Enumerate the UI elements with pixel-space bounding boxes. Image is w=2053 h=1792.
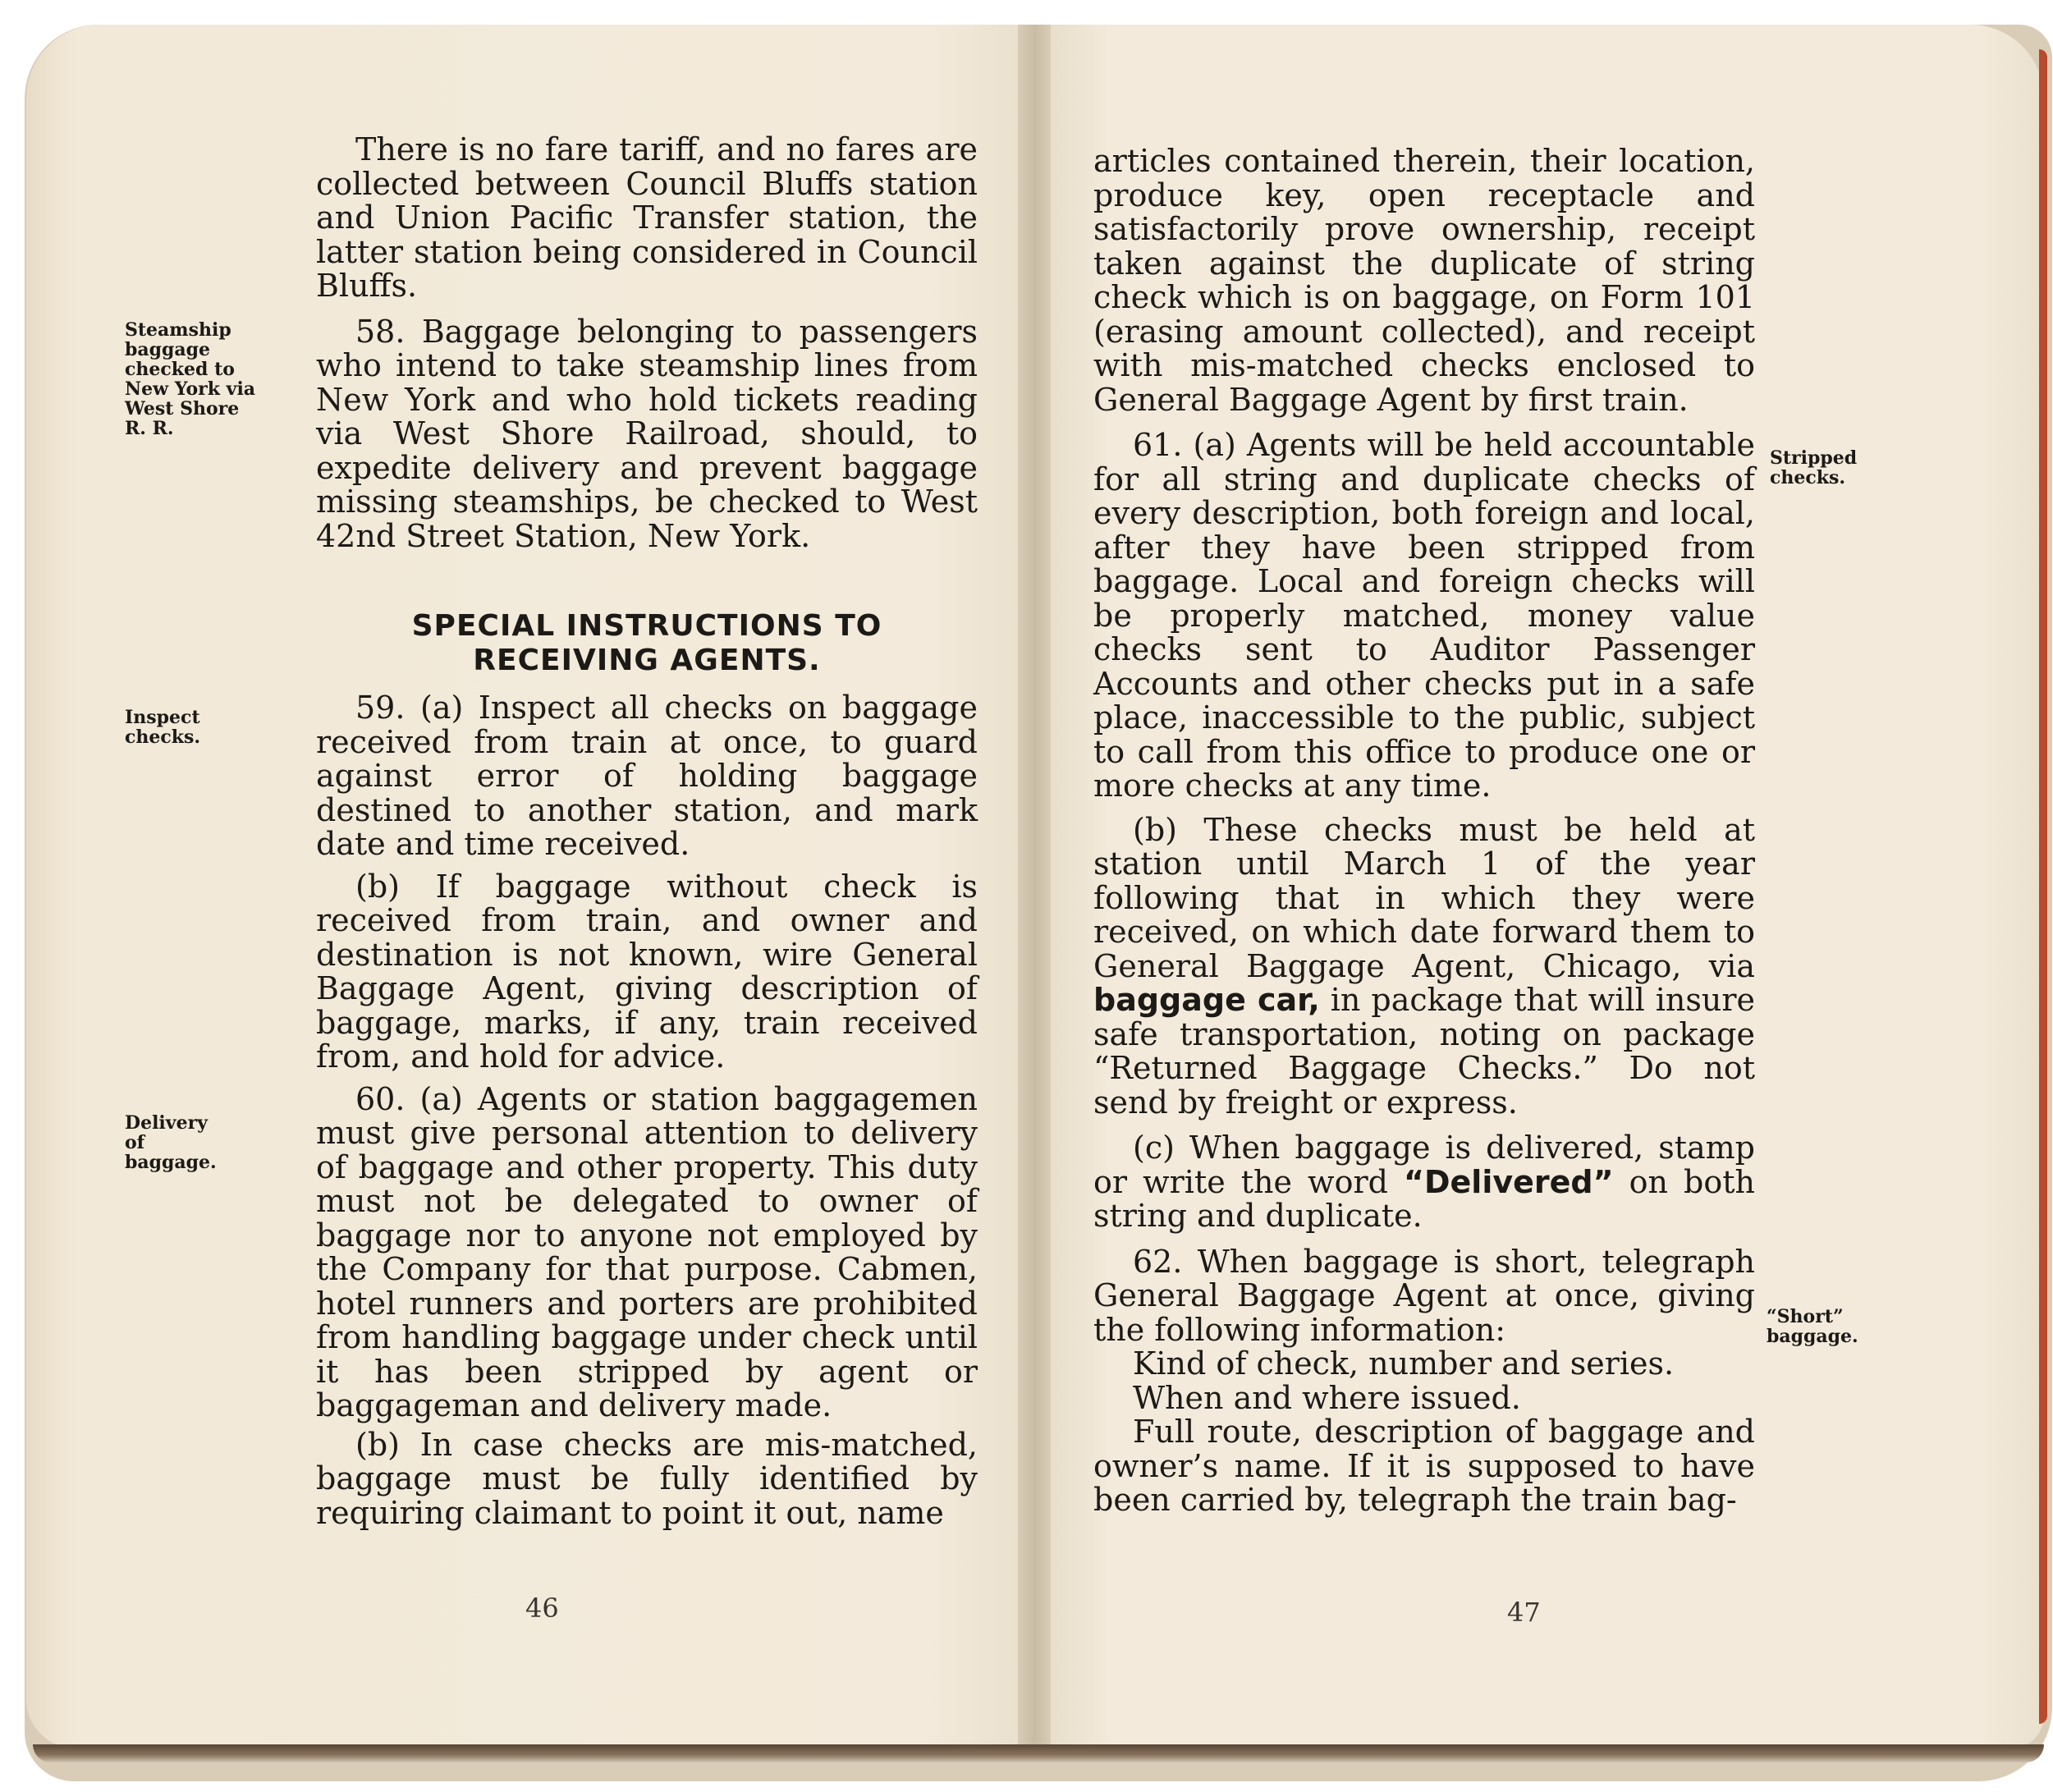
right-body-text xyxy=(1093,144,1755,1518)
paragraph-60b: (b) In case checks are mis-matched, baggage must be fully identified by requiring claimant to point it out, name xyxy=(316,1426,978,1531)
sidenote-steamship: Steamship baggage checked to New York via West Shore R. R. xyxy=(125,319,256,439)
sidenote-inspect-checks: Inspect checks. xyxy=(125,707,201,748)
cover-edge-red xyxy=(2039,49,2047,1724)
bold-delivered: “Delivered” xyxy=(1404,1163,1614,1200)
page-number-left: 46 xyxy=(525,1593,559,1624)
paragraph-continued: articles contained therein, their location, produce key, open receptacle and satisfactorily prove ownership, receipt taken against the duplicate of string check which is on baggage, on Form 101 (erasing amount collected), and receipt with mis-matched checks enclosed to General Baggage Agent by first train. xyxy=(1093,143,1755,418)
info-line-route: Full route, description of baggage and owner’s name. If it is supposed to have been carried by, telegraph the train bag- xyxy=(1093,1414,1755,1518)
book-gutter xyxy=(1018,25,1051,1748)
paragraph-62: 62. When baggage is short, telegraph General Baggage Agent at once, giving the following information: xyxy=(1093,1243,1755,1348)
section-heading: SPECIAL INSTRUCTIONS TO RECEIVING AGENTS. xyxy=(411,609,882,677)
sidenote-stripped-checks: Stripped checks. xyxy=(1770,447,1858,488)
paragraph-60a: 60. (a) Agents or station baggagemen must give personal attention to delivery of baggage and other property. This duty must not be delegated to owner of baggage nor to anyone not employed by the Company for that purpose. Cabmen, hotel runners and porters are prohibited from handling baggage under check until it has been stripped by agent or baggageman and delivery made. xyxy=(316,1080,978,1423)
paragraph-61c: (c) When baggage is delivered, stamp or write the word “Delivered” on both string and duplicate. xyxy=(1093,1130,1755,1234)
paragraph-58: 58. Baggage belonging to passengers who intend to take steamship lines from New York and who hold tickets reading via West Shore Railroad, should, to expedite delivery and prevent baggage missing steamships, be checked to West 42nd Street Station, New York. xyxy=(316,313,978,554)
left-body-text xyxy=(316,133,978,1530)
paragraph-59b: (b) If baggage without check is received from train, and owner and destination is not known, wire General Baggage Agent, giving description of baggage, marks, if any, train received from, and hold for advice. xyxy=(316,868,978,1075)
page-number-right: 47 xyxy=(1507,1597,1541,1628)
paragraph-fare-tariff: There is no fare tariff, and no fares are collected between Council Bluffs station and Union Pacific Transfer station, the latter station being considered in Council Bluffs. xyxy=(316,131,978,304)
paragraph-59a: 59. (a) Inspect all checks on baggage received from train at once, to guard against error of holding baggage destined to another station, and mark date and time received. xyxy=(316,690,978,862)
sidenote-delivery: Delivery of baggage. xyxy=(125,1112,217,1173)
info-line-kind: Kind of check, number and series. xyxy=(1133,1345,1675,1382)
info-line-when: When and where issued. xyxy=(1133,1379,1521,1416)
book-bottom-edge xyxy=(33,1744,2044,1762)
paragraph-61a: 61. (a) Agents will be held accountable for all string and duplicate checks of every description, both foreign and local, after they have been stripped from baggage. Local and foreign checks will be properly matched, money value checks sent to Auditor Passenger Accounts and other checks put in a safe place, inaccessible to the public, subject to call from this office to produce one or more checks at any time. xyxy=(1093,427,1755,804)
paragraph-61b: (b) These checks must be held at station until March 1 of the year following that in which they were received, on which date forward them to General Baggage Agent, Chicago, via baggage car, in package that will insure safe transportation, noting on package “Returned Baggage Checks.” Do not send by freight or express. xyxy=(1093,811,1755,1121)
bold-baggage-car: baggage car, xyxy=(1093,982,1320,1018)
sidenote-short-baggage: “Short” baggage. xyxy=(1767,1306,1858,1347)
